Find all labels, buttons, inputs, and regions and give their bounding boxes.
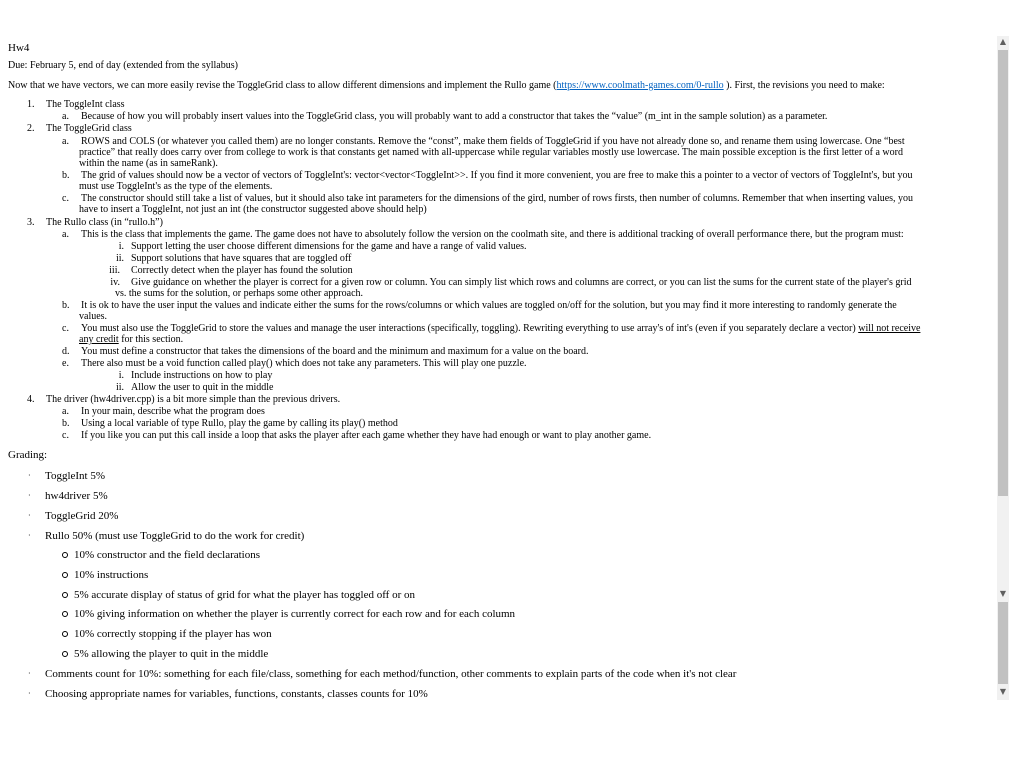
item-1: The ToggleInt class xyxy=(46,99,125,110)
intro-text-before: Now that we have vectors, we can more easily revise the ToggleGrid class to allow different dimensions and implement the Rullo game ( xyxy=(8,80,557,91)
item-roman: iv. xyxy=(110,277,120,288)
grading-item-driver: hw4driver 5% xyxy=(45,490,108,502)
grading-sub-item: 10% giving information on whether the player is currently correct for each row and for each column xyxy=(74,608,516,620)
item-letter: a. xyxy=(62,406,69,417)
item-2b-line-2: must use ToggleInt's as the type of the elements. xyxy=(79,181,273,192)
item-roman: i. xyxy=(118,370,124,381)
item-4: The driver (hw4driver.cpp) is a bit more simple than the previous drivers. xyxy=(46,394,341,405)
intro-paragraph xyxy=(8,80,885,92)
item-number: 2. xyxy=(27,123,35,134)
item-letter: b. xyxy=(62,418,70,429)
item-roman: ii. xyxy=(115,253,124,264)
item-letter: a. xyxy=(62,229,69,240)
item-3a-iii: Correctly detect when the player has found the solution xyxy=(131,265,353,276)
grading-sub-item: 5% allowing the player to quit in the middle xyxy=(74,648,269,660)
item-letter: a. xyxy=(62,111,69,122)
item-3e: There also must be a void function called play() which does not take any parameters. This will play one puzzle. xyxy=(81,358,527,369)
grading-item-togglegrid: ToggleGrid 20% xyxy=(45,510,119,522)
bullet-dot: · xyxy=(28,689,31,698)
grading-item-comments: Comments count for 10%: something for each file/class, something for each method/function, other comments to explain parts of the code when it's not clear xyxy=(45,668,737,680)
item-letter: e. xyxy=(62,358,69,369)
outer-scrollbar-thumb[interactable] xyxy=(998,50,1008,496)
bullet-circle xyxy=(62,572,68,578)
item-4b: Using a local variable of type Rullo, play the game by calling its play() method xyxy=(81,418,398,429)
item-4c: If you like you can put this call inside a loop that asks the player after each game whether they have had enough or want to play another game. xyxy=(81,430,652,441)
item-3a: This is the class that implements the game. The game does not have to absolutely follow the version on the coolmath site, and there is additional tracking of overall performance there, but the program must: xyxy=(81,229,904,240)
doc-title: Hw4 xyxy=(8,42,30,54)
bullet-dot: · xyxy=(28,471,31,480)
item-1a: Because of how you will probably insert values into the ToggleGrid class, you will probably want to add a constructor that takes the “value” (m_int in the sample solution) as a parameter. xyxy=(81,111,828,122)
bullet-dot: · xyxy=(28,511,31,520)
item-3b-line-2: values. xyxy=(79,311,108,322)
grading-item-toggleint: ToggleInt 5% xyxy=(45,470,106,482)
item-2a-line-2: practice” that really does carry over from college to work is that constants get named with all-uppercase while regular variables mostly use lowercase. The main possible exception is the first letter of a word xyxy=(79,147,903,158)
grading-sub-item: 10% instructions xyxy=(74,569,149,581)
due-date: Due: February 5, end of day (extended from the syllabus) xyxy=(8,60,238,71)
item-3c-text: for this section. xyxy=(118,334,184,345)
rullo-link[interactable]: https://www.coolmath-games.com/0-rullo xyxy=(556,80,724,91)
item-3a-iv-line-2: vs. the sums for the solution, or perhaps some other approach. xyxy=(115,288,364,299)
item-3c-underlined: will not receive xyxy=(858,323,921,334)
item-3c-underlined: any credit xyxy=(79,334,119,345)
scroll-up-arrow-icon[interactable]: ▲ xyxy=(999,37,1007,46)
item-3a-ii: Support solutions that have squares that are toggled off xyxy=(131,253,352,264)
item-3: The Rullo class (in “rullo.h”) xyxy=(46,217,163,228)
item-letter: b. xyxy=(62,300,70,311)
intro-text-after: ). First, the revisions you need to make: xyxy=(723,80,885,91)
item-2c-line-2: have to insert a ToggleInt, not just an int (the constructor suggested above should help) xyxy=(79,204,427,215)
item-letter: c. xyxy=(62,323,69,334)
item-3c-line-2 xyxy=(79,334,183,346)
item-number: 4. xyxy=(27,394,35,405)
item-letter: c. xyxy=(62,193,69,204)
item-letter: c. xyxy=(62,430,69,441)
item-roman: i. xyxy=(118,241,124,252)
bullet-dot: · xyxy=(28,531,31,540)
bullet-circle xyxy=(62,592,68,598)
grading-sub-item: 10% correctly stopping if the player has won xyxy=(74,628,272,640)
item-3c-line-1 xyxy=(81,323,920,335)
item-2a-line-1: ROWS and COLS (or whatever you called them) are no longer constants. Remove the “const”, make them fields of ToggleGrid if you have not already done so, and rename them using lowercase. One “best xyxy=(81,136,905,147)
item-letter: b. xyxy=(62,170,70,181)
item-2: The ToggleGrid class xyxy=(46,123,132,134)
grading-sub-item: 10% constructor and the field declarations xyxy=(74,549,261,561)
item-roman: ii. xyxy=(115,382,124,393)
inner-scroll-down-arrow-icon[interactable]: ▼ xyxy=(999,687,1007,696)
scroll-down-arrow-icon[interactable]: ▼ xyxy=(999,589,1007,598)
item-3e-i: Include instructions on how to play xyxy=(131,370,273,381)
inner-scrollbar-thumb[interactable] xyxy=(998,602,1008,684)
item-3e-ii: Allow the user to quit in the middle xyxy=(131,382,274,393)
item-letter: d. xyxy=(62,346,70,357)
item-number: 3. xyxy=(27,217,35,228)
grading-item-names: Choosing appropriate names for variables, functions, constants, classes counts for 10% xyxy=(45,688,428,700)
bullet-dot: · xyxy=(28,669,31,678)
item-4a: In your main, describe what the program does xyxy=(81,406,265,417)
grading-item-rullo: Rullo 50% (must use ToggleGrid to do the work for credit) xyxy=(45,530,305,542)
grading-sub-item: 5% accurate display of status of grid for what the player has toggled off or on xyxy=(74,589,415,601)
item-2a-line-3: within the name (as in sameRank). xyxy=(79,158,218,169)
item-letter: a. xyxy=(62,136,69,147)
item-2b-line-1: The grid of values should now be a vector of vectors of ToggleInt's: vector<vector<ToggleInt>>. If you find it more convenient, you are free to make this a pointer to a vector of vectors of ToggleInt's, but you xyxy=(81,170,913,181)
bullet-circle xyxy=(62,611,68,617)
bullet-circle xyxy=(62,651,68,657)
item-3c-text: You must also use the ToggleGrid to store the values and manage the user interactions (specifically, toggling). Rewriting everything to use array's of int's (even if you separately declare a vector) xyxy=(81,323,859,334)
item-roman: iii. xyxy=(109,265,120,276)
item-3b-line-1: It is ok to have the user input the values and indicate either the sums for the rows/columns or which values are toggled on/off for the solution, but you may find it more interesting to randomly generate the xyxy=(81,300,897,311)
item-number: 1. xyxy=(27,99,35,110)
item-2c-line-1: The constructor should still take a list of values, but it should also take int parameters for the dimensions of the gird, number of rows firsts, then number of columns. Remember that when inserting values, you xyxy=(81,193,914,204)
item-3a-i: Support letting the user choose different dimensions for the game and have a range of valid values. xyxy=(131,241,527,252)
bullet-circle xyxy=(62,552,68,558)
item-3d: You must define a constructor that takes the dimensions of the board and the minimum and maximum for a value on the board. xyxy=(81,346,589,357)
item-3a-iv-line-1: Give guidance on whether the player is correct for a given row or column. You can simply list which rows and columns are correct, or you can list the sums for the current state of the player's grid xyxy=(131,277,912,288)
bullet-circle xyxy=(62,631,68,637)
bullet-dot: · xyxy=(28,491,31,500)
grading-heading: Grading: xyxy=(8,449,48,461)
